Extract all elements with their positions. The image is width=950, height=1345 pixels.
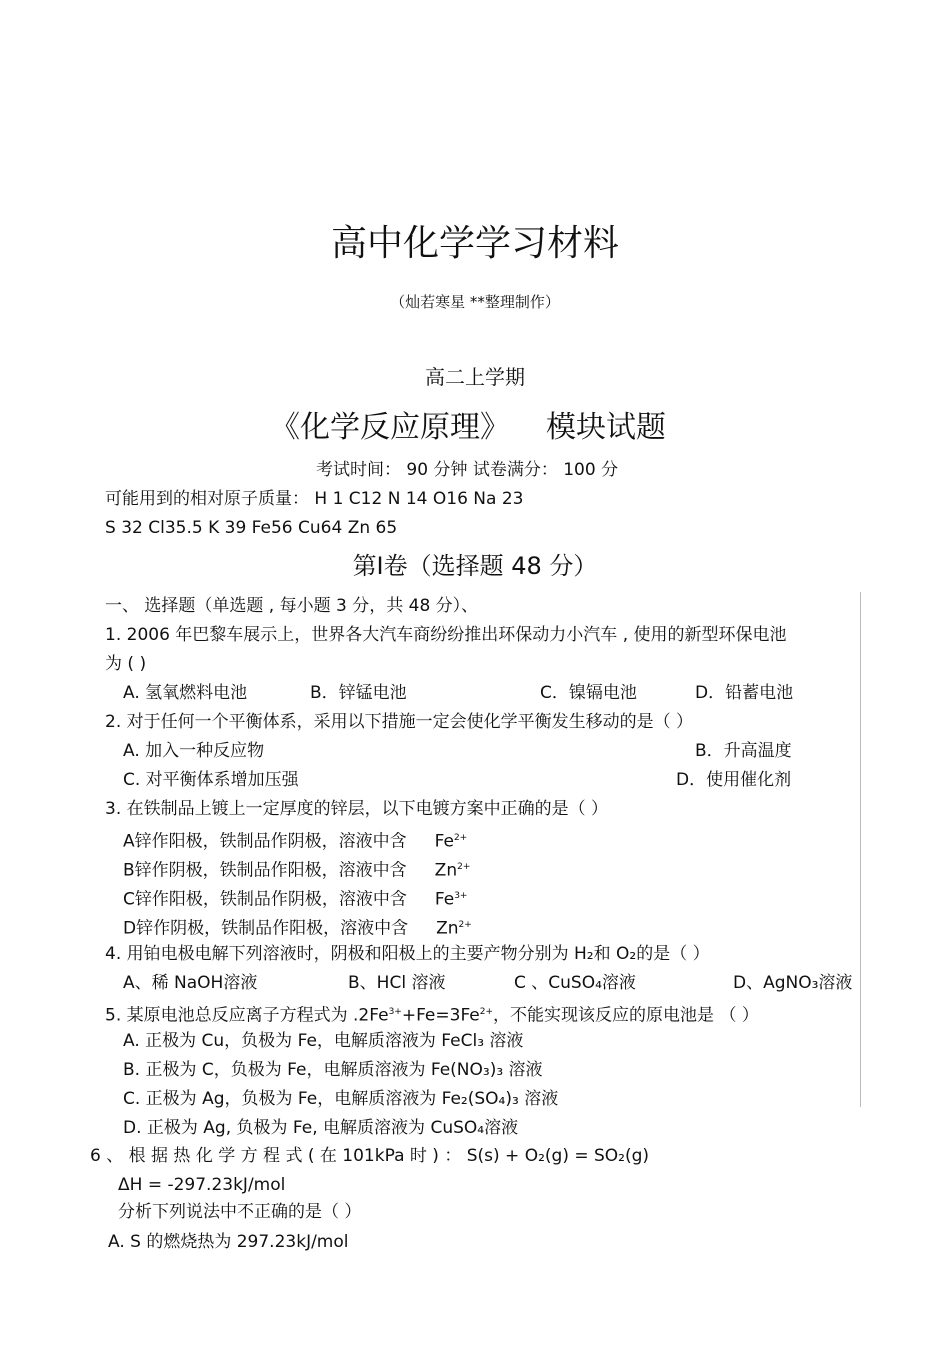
q3-option-b-ion: Zn xyxy=(434,860,458,881)
q3-option-d-charge: 2+ xyxy=(458,920,472,930)
q3-option-a xyxy=(123,827,467,853)
q1-option-d: D．铅蓄电池 xyxy=(695,683,794,703)
q5-option-b: B. 正极为 C，负极为 Fe，电解质溶液为 Fe(NO₃)₃ 溶液 xyxy=(123,1060,543,1080)
q2-option-c: C. 对平衡体系增加压强 xyxy=(123,770,299,790)
exam-info: 考试时间： 90 分钟 试卷满分： 100 分 xyxy=(316,460,619,480)
q3-option-b xyxy=(123,856,470,882)
q3-stem: 3. 在铁制品上镀上一定厚度的锌层，以下电镀方案中正确的是（ ） xyxy=(105,799,609,819)
q2-option-b: B．升高温度 xyxy=(695,741,792,761)
q3-option-d-text: D锌作阴极，铁制品作阳极，溶液中含 xyxy=(123,918,409,939)
q4-option-c: C 、CuSO₄溶液 xyxy=(514,973,636,993)
q2-option-d: D．使用催化剂 xyxy=(676,770,792,790)
q6-delta-h: ΔH = -297.23kJ/mol xyxy=(118,1175,286,1195)
q6-stem: 6 、 根 据 热 化 学 方 程 式 ( 在 101kPa 时 ) ： S(s) + O₂(g) = SO₂(g) xyxy=(90,1146,650,1166)
exam-title: 《化学反应原理》 xyxy=(270,410,510,445)
q3-option-b-charge: 2+ xyxy=(457,862,471,872)
q5-stem-charge-2: 2+ xyxy=(479,1007,494,1017)
q4-stem: 4. 用铂电极电解下列溶液时，阴极和阳极上的主要产物分别为 H₂和 O₂的是（ ） xyxy=(105,944,710,964)
q6-option-a: A. S 的燃烧热为 297.23kJ/mol xyxy=(108,1232,349,1252)
atomic-mass-line-1: 可能用到的相对原子质量： H 1 C12 N 14 O16 Na 23 xyxy=(105,489,524,509)
q5-stem xyxy=(105,1001,759,1027)
q4-option-a: A、稀 NaOH溶液 xyxy=(123,973,258,993)
exam-title-suffix: 模块试题 xyxy=(546,410,666,445)
q3-option-c-text: C锌作阳极，铁制品作阴极，溶液中含 xyxy=(123,889,407,910)
q5-stem-charge-1: 3+ xyxy=(388,1007,402,1017)
q3-option-c-ion: Fe xyxy=(434,889,455,910)
atomic-mass-line-2: S 32 Cl35.5 K 39 Fe56 Cu64 Zn 65 xyxy=(105,518,398,538)
page-subtitle: （灿若寒星 **整理制作） xyxy=(390,293,560,311)
q6-ask: 分析下列说法中不正确的是（ ） xyxy=(118,1202,362,1222)
q5-stem-mid: +Fe=3Fe xyxy=(401,1005,480,1026)
q2-option-a: A. 加入一种反应物 xyxy=(123,741,265,761)
q3-option-a-ion: Fe xyxy=(434,831,454,852)
q1-option-a: A. 氢氧燃料电池 xyxy=(123,683,248,703)
section-intro: 一、 选择题（单选题 , 每小题 3 分，共 48 分）、 xyxy=(105,596,479,616)
q2-stem: 2. 对于任何一个平衡体系，采用以下措施一定会使化学平衡发生移动的是（ ） xyxy=(105,712,694,732)
margin-rule xyxy=(860,592,861,1107)
q5-option-c: C. 正极为 Ag，负极为 Fe，电解质溶液为 Fe₂(SO₄)₃ 溶液 xyxy=(123,1089,559,1109)
q4-option-b: B、HCl 溶液 xyxy=(348,973,446,993)
section-title: 第Ⅰ卷（选择题 48 分） xyxy=(352,552,598,580)
q1-option-c: C．镍镉电池 xyxy=(540,683,637,703)
q5-option-a: A. 正极为 Cu，负极为 Fe，电解质溶液为 FeCl₃ 溶液 xyxy=(123,1031,524,1051)
q3-option-d xyxy=(123,914,472,940)
q5-stem-post: ，不能实现该反应的原电池是 （ ） xyxy=(493,1005,759,1026)
q3-option-a-charge: 2+ xyxy=(453,833,468,843)
q3-option-c xyxy=(123,885,467,911)
q1-stem-line-1: 1. 2006 年巴黎车展示上，世界各大汽车商纷纷推出环保动力小汽车 , 使用的新型环保电池 xyxy=(105,625,787,645)
q3-option-d-ion: Zn xyxy=(436,918,459,939)
term-label: 高二上学期 xyxy=(425,365,525,389)
q5-stem-pre: 5. 某原电池总反应离子方程式为 .2Fe xyxy=(105,1005,389,1026)
q3-option-b-text: B锌作阴极，铁制品作阳极，溶液中含 xyxy=(123,860,407,881)
q4-option-d: D、AgNO₃溶液 xyxy=(733,973,853,993)
q1-option-b: B．锌锰电池 xyxy=(310,683,407,703)
q1-stem-line-2: 为 ( ) xyxy=(105,654,147,674)
q5-option-d: D. 正极为 Ag, 负极为 Fe, 电解质溶液为 CuSO₄溶液 xyxy=(123,1118,519,1138)
q3-option-a-text: A锌作阳极，铁制品作阴极，溶液中含 xyxy=(123,831,407,852)
page-title: 高中化学学习材料 xyxy=(330,223,619,264)
q3-option-c-charge: 3+ xyxy=(454,891,468,901)
